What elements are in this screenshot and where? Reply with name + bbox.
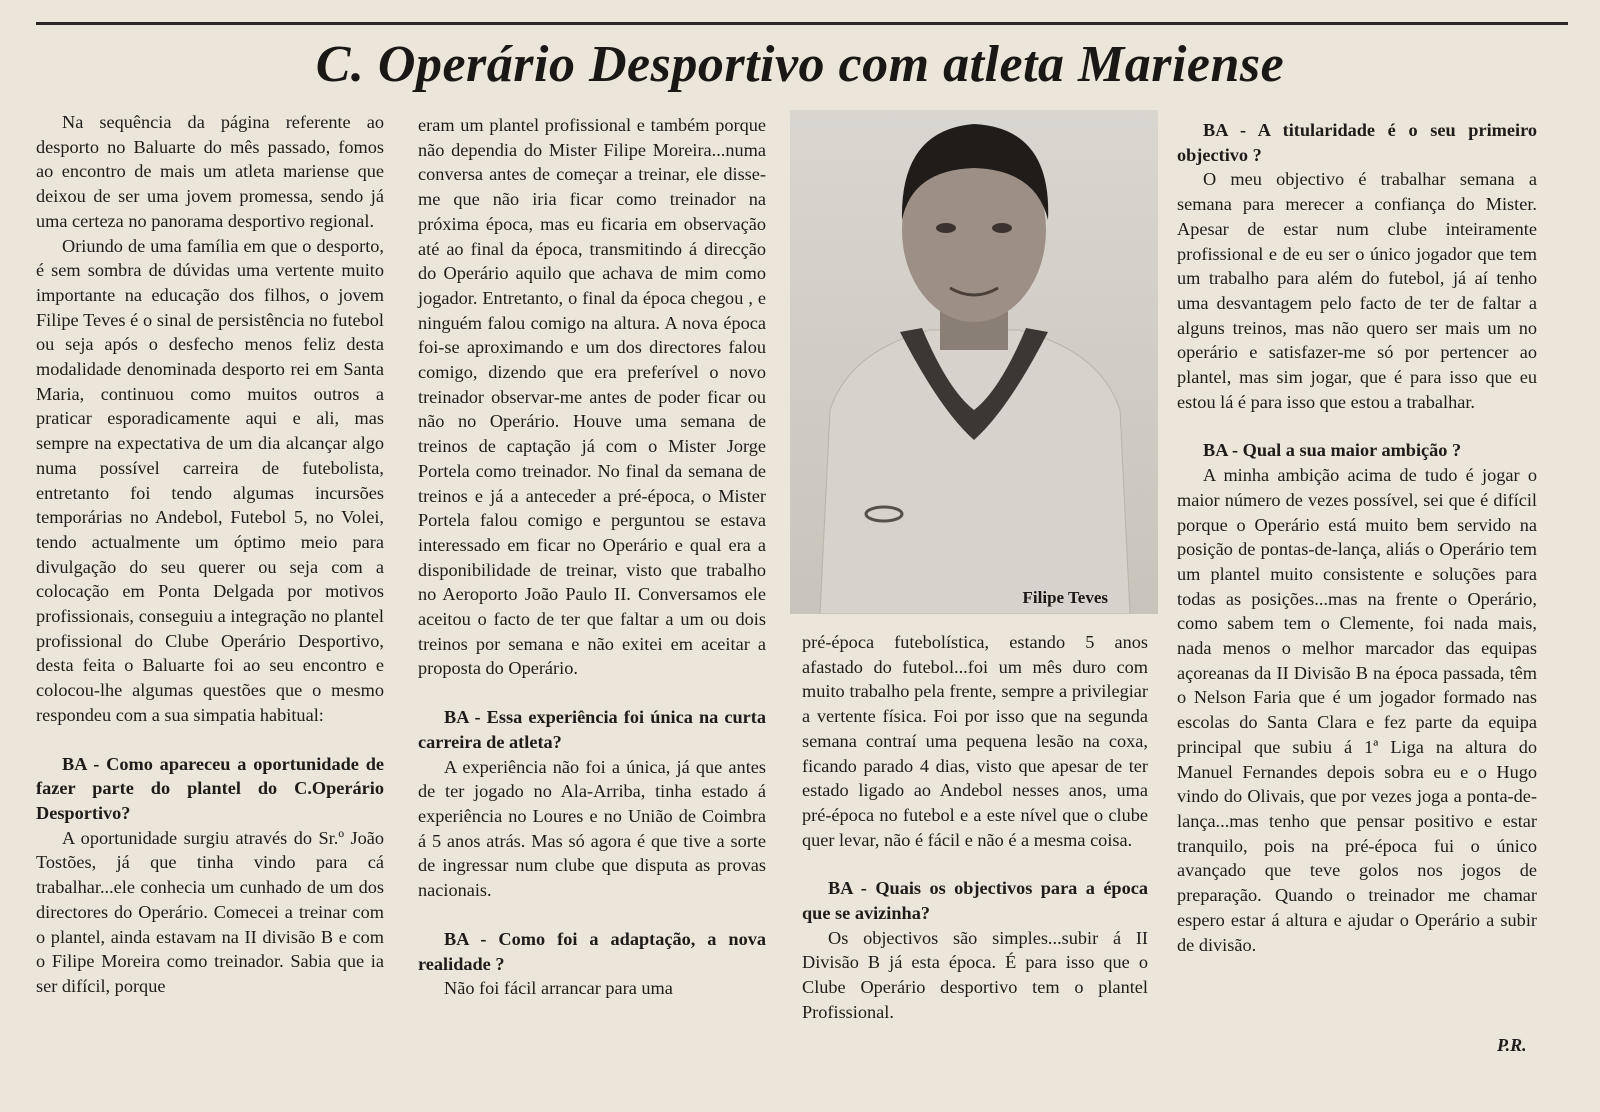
column-3 xyxy=(802,630,1148,1025)
author-signature: P.R. xyxy=(1497,1035,1527,1055)
column-1 xyxy=(36,110,384,999)
question-5: BA - A titularidade é o seu primeiro objectivo ? xyxy=(1177,120,1537,165)
question-4: BA - Quais os objectivos para a época que se avizinha? xyxy=(802,878,1148,924)
intro-paragraph: Na sequência da página referente ao desporto no Baluarte do mês passado, fomos ao encontro de mais um atleta mariense que deixou de ser uma jovem promessa, sendo já uma certeza no panorama desportivo regional. xyxy=(36,112,384,231)
column-2 xyxy=(418,113,766,1001)
question-1: BA - Como apareceu a oportunidade de fazer parte do plantel do C.Operário Desportivo? xyxy=(36,753,384,823)
player-photo xyxy=(790,110,1158,614)
answer-1-continued: eram um plantel profissional e também porque não dependia do Mister Filipe Moreira...numa conversa antes de começar a treinar, ele disse-me que não iria ficar como treinador na próxima época, mas eu ficaria em observação até ao final da época, transmitindo á direcção do Operário aquilo que achava de mim como jogador. Entretanto, o final da época chegou , e ninguém falou comigo na altura. A nova época foi-se aproximando e um dos directores falou comigo, dizendo que era preferível o novo treinador observar-me antes de poder ficar ou não no Operário. Houve uma semana de treinos de captação já com o Mister Jorge Portela como treinador. No final da semana de treinos e já a anteceder a pré-época, o Mister Portela falou comigo e perguntou se estava interessado em ficar no Operário e qual era a disponibilidade de treinar, visto que trabalho no Aeroporto João Paulo II. Conversamos ele aceitou o facto de ter que faltar a um ou dois treinos por semana e não exitei em aceitar a proposta do Operário. xyxy=(418,115,766,679)
article-headline: C. Operário Desportivo com atleta Mariense xyxy=(315,36,1285,93)
top-rule xyxy=(36,22,1568,25)
answer-6: A minha ambição acima de tudo é jogar o maior número de vezes possível, sei que é difícil porque o Operário está muito bem servido na posição de pontas-de-lança, aliás o Operário tem um plantel muito consistente e soluções para todas as posições...mas na frente o Operário, como sabem tem o Clemente, foi nada mais, nada menos o melhor marcador das equipas açoreanas da II Divisão B na época passada, têm o Nelson Faria que é um jogador formado nas escolas do Santa Clara e fez parte da equipa principal que subiu á 1ª Liga na altura do Manuel Fernandes depois sobra eu e o Hugo vindo do Olivais, que por vezes joga a ponta-de-lança...mas tenho que pensar positivo e estar tranquilo, pois na pré-época fui o único avançado que teve golos nos jogos de preparação. Quando o treinador me chamar espero estar á altura e ajudar o Operário a subir de divisão. xyxy=(1177,465,1537,955)
answer-1: A oportunidade surgiu através do Sr.º João Tostões, já que tinha vindo para cá trabalhar...ele conhecia um cunhado de um dos directores do Operário. Comecei a treinar com o plantel, ainda estavam na II divisão B e com o Filipe Moreira como treinador. Sabia que ia ser difícil, porque xyxy=(36,827,384,996)
background-paragraph: Oriundo de uma família em que o desporto, é sem sombra de dúvidas uma vertente muito importante na educação dos filhos, o jovem Filipe Teves é o sinal de persistência no futebol ou seja após o desfecho menos feliz desta modalidade denominada desporto rei em Santa Maria, continuou como muitos outros a praticar esporadicamente aqui e ali, mas sempre na expectativa de um dia alcançar algo numa possível carreira de futebolista, entretanto foi tendo algumas incursões temporárias no Andebol, Futebol 5, no Volei, tendo actualmente um óptimo meio para divulgação do seu querer ou seja com a colocação em Ponta Delgada por motivos profissionais, conseguiu a integração no plantel profissional do Clube Operário Desportivo, desta feita o Baluarte foi ao seu encontro e colocou-lhe algumas questões que o mesmo respondeu com a sua simpatia habitual: xyxy=(36,235,384,725)
answer-4: Os objectivos são simples...subir á II Divisão B já esta época. É para isso que o Clube Operário desportivo tem o plantel Profissional. xyxy=(802,927,1148,1022)
answer-5: O meu objectivo é trabalhar semana a semana para merecer a confiança do Mister. Apesar de estar num clube inteiramente profissional e de eu ser o único jogador que tem um trabalho para além do futebol, já aí tenho uma desvantagem pelo facto de ter de faltar a alguns treinos, mas não quero ser mais um no operário e satisfazer-me só por pertencer ao plantel, mas sim jogar, que é para isso que eu estou lá é para isso que estou a trabalhar. xyxy=(1177,169,1537,412)
question-2: BA - Essa experiência foi única na curta carreira de atleta? xyxy=(418,707,766,752)
column-4 xyxy=(1177,118,1537,957)
player-portrait-graphic xyxy=(790,110,1158,614)
answer-3-continued: pré-época futebolística, estando 5 anos afastado do futebol...foi um mês duro com muito trabalho pela frente, sempre a privilegiar a vertente física. Foi por isso que na segunda semana contraí uma pequena lesão na coxa, ficando parado 4 dias, visto que apesar de ter estado ligado ao Andebol nesses anos, uma pré-época no futebol e a este nível que o clube quer levar, não é fácil e não é a mesma coisa. xyxy=(802,632,1148,850)
answer-3: Não foi fácil arrancar para uma xyxy=(444,978,673,999)
question-3: BA - Como foi a adaptação, a nova realidade ? xyxy=(418,928,766,974)
photo-caption: Filipe Teves xyxy=(1022,588,1108,607)
question-6: BA - Qual a sua maior ambição ? xyxy=(1203,440,1462,461)
answer-2: A experiência não foi a única, já que antes de ter jogado no Ala-Arriba, tinha estado á experiência no Loures e no União de Coimbra á 5 anos atrás. Mas só agora é que tive a sorte de ingressar num clube que disputa as provas nacionais. xyxy=(418,756,766,901)
